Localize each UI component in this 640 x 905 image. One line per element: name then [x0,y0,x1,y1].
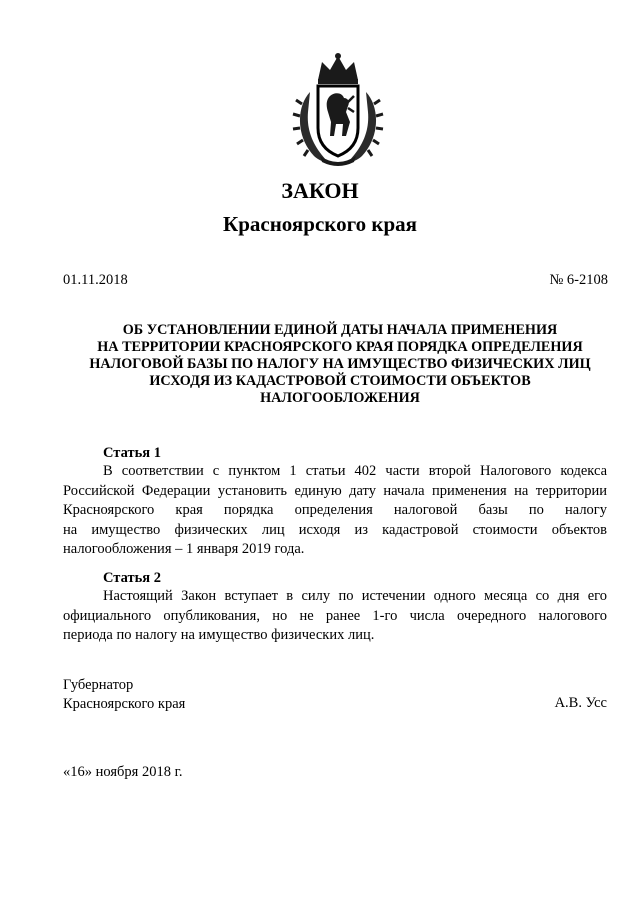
coat-of-arms-emblem [288,52,388,170]
heading-line: НАЛОГООБЛОЖЕНИЯ [260,390,420,406]
signature-position [63,676,185,714]
article-1-text [63,462,607,560]
heading-line: ОБ УСТАНОВЛЕНИИ ЕДИНОЙ ДАТЫ НАЧАЛА ПРИМЕНЕНИЯ [122,322,558,338]
article-1-line: налогообложения – 1 января 2019 года. [63,541,305,557]
signature-position-line: Красноярского края [63,696,186,712]
signing-date: «16» ноября 2018 г. [63,764,183,780]
article-1-line: В соответствии с пунктом 1 статьи 402 части второй Налогового кодекса [103,463,607,479]
document-title: ЗАКОН [281,178,359,203]
signature-name: А.В. Усс [554,695,607,711]
law-number: № 6-2108 [549,272,608,288]
article-1-line: Красноярского края порядка определения налоговой базы по налогу [63,502,607,518]
heading-line: НАЛОГОВОЙ БАЗЫ ПО НАЛОГУ НА ИМУЩЕСТВО ФИЗИЧЕСКИХ ЛИЦ [89,356,591,372]
article-1-title: Статья 1 [103,445,161,461]
heading-line: НА ТЕРРИТОРИИ КРАСНОЯРСКОГО КРАЯ ПОРЯДКА ОПРЕДЕЛЕНИЯ [97,339,583,355]
document-subtitle: Красноярского края [222,212,417,236]
article-2-line: официального опубликования, но не ранее 1-го числа очередного налогового [63,607,607,624]
article-2-line: Настоящий Закон вступает в силу по истечении одного месяца со дня его [103,588,607,604]
article-1-line: на имущество физических лиц исходя из кадастровой стоимости объектов [63,521,607,538]
heading-line: ИСХОДЯ ИЗ КАДАСТРОВОЙ СТОИМОСТИ ОБЪЕКТОВ [149,373,531,389]
signature-position-line: Губернатор [63,677,134,693]
article-2-line: периода по налогу на имущество физических лиц. [63,627,375,643]
article-1-line: Российской Федерации установить единую дату начала применения на территории [63,482,607,499]
article-2-title: Статья 2 [103,570,161,586]
law-heading [60,322,620,407]
article-2-text [63,587,607,646]
law-date: 01.11.2018 [63,272,128,288]
